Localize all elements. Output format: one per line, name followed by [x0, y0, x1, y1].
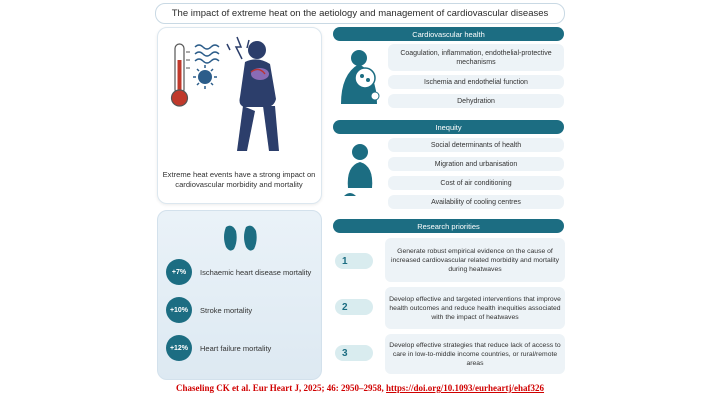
priority-item: Develop effective strategies that reduce lack of access to care in low-to-middle income countries, or rural/remote areas: [385, 334, 565, 374]
stat-stroke: [166, 297, 252, 323]
priority-item: Generate robust empirical evidence on the cause of increased cardiovascular related morbidity and mortality during heatwaves: [385, 238, 565, 282]
cardiovascular-health-header: Cardiovascular health: [333, 27, 564, 41]
cv-item: Ischemia and endothelial function: [388, 75, 564, 89]
citation-link[interactable]: https://doi.org/10.1093/eurheartj/ehaf326: [386, 383, 545, 393]
stat-value: +7%: [166, 259, 192, 285]
priority-number: 1: [335, 253, 373, 269]
mortality-stats-panel: [157, 210, 322, 380]
stat-label: Heart failure mortality: [200, 343, 272, 353]
inequity-item: Social determinants of health: [388, 138, 564, 152]
stat-label: Ischaemic heart disease mortality: [200, 267, 312, 277]
cv-item: Dehydration: [388, 94, 564, 108]
citation: [0, 383, 720, 393]
priority-number: 3: [335, 345, 373, 361]
lightning-icon: [227, 37, 249, 59]
research-priorities-header: Research priorities: [333, 219, 564, 233]
priority-number: 2: [335, 299, 373, 315]
torso-heart-icon: [335, 44, 383, 108]
priority-item: Develop effective and targeted interventions that improve health outcomes and reduce health inequities associated with the impact of heatwaves: [385, 287, 565, 329]
sun-icon: [193, 65, 217, 89]
page-title: The impact of extreme heat on the aetiology and management of cardiovascular diseases: [155, 3, 565, 24]
impact-statement: Extreme heat events have a strong impact on cardiovascular morbidity and mortality: [162, 170, 316, 189]
stat-value: +12%: [166, 335, 192, 361]
feet-icon: [218, 219, 262, 251]
thermometer-icon: [172, 44, 191, 106]
stat-value: +10%: [166, 297, 192, 323]
heat-waves-icon: [195, 45, 219, 63]
stat-ischaemic: [166, 259, 311, 285]
citation-text: Chaseling CK et al. Eur Heart J, 2025; 46: 2950–2958,: [175, 383, 387, 393]
seated-person-icon: [338, 140, 382, 202]
inequity-item: Availability of cooling centres: [388, 195, 564, 209]
extreme-heat-illustration: [165, 32, 315, 167]
inequity-item: Cost of air conditioning: [388, 176, 564, 190]
stat-label: Stroke mortality: [200, 305, 253, 315]
inequity-header: Inequity: [333, 120, 564, 134]
stat-heart-failure: [166, 335, 271, 361]
inequity-item: Migration and urbanisation: [388, 157, 564, 171]
person-holding-chest-icon: [237, 41, 279, 151]
cv-item: Coagulation, inflammation, endothelial-protective mechanisms: [388, 44, 564, 71]
